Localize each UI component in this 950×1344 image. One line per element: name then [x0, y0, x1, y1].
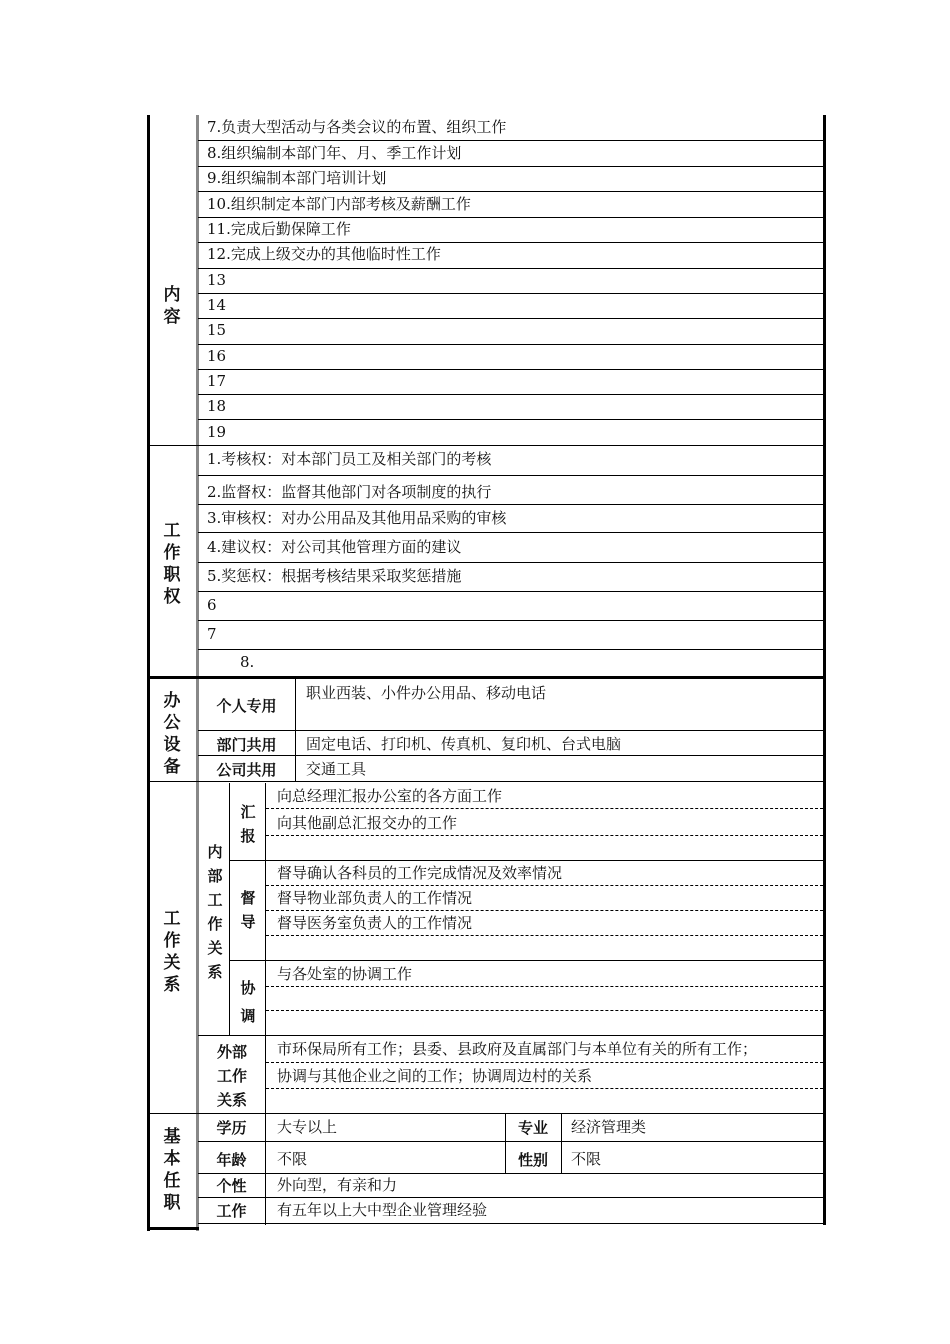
authority-item: 1.考核权：对本部门员工及相关部门的考核: [207, 450, 492, 468]
row-line: [198, 318, 823, 319]
age-value: 不限: [277, 1150, 308, 1168]
row-line: [198, 344, 823, 345]
work-label: 工作: [216, 1202, 247, 1220]
row-line: [198, 1173, 823, 1174]
dash-line: [266, 935, 823, 936]
content-section-label: 内容: [163, 285, 181, 327]
equipment-department-label: 部门共用: [216, 736, 277, 754]
table-right-border: [823, 115, 826, 1225]
dash-line: [266, 885, 823, 886]
row-line: [198, 591, 823, 592]
equipment-personal-label: 个人专用: [216, 697, 277, 715]
equipment-company-value: 交通工具: [306, 760, 367, 778]
report-label: 汇报: [240, 803, 256, 845]
row-line: [198, 730, 823, 731]
section-divider: [149, 1113, 823, 1114]
dash-line: [266, 1088, 823, 1089]
content-item: 13: [207, 271, 227, 289]
row-line: [198, 394, 823, 395]
content-item: 19: [207, 423, 227, 441]
external-relations-label: 外部工作关系: [216, 1043, 247, 1109]
requirements-section-label: 基本任职: [163, 1127, 181, 1213]
gender-value: 不限: [571, 1150, 602, 1168]
personality-label: 个性: [216, 1177, 247, 1195]
column-divider-label: [196, 115, 199, 1231]
content-item: 7.负责大型活动与各类会议的布置、组织工作: [207, 118, 507, 136]
table-bottom-edge: [147, 1227, 199, 1230]
row-line: [198, 532, 823, 533]
content-item: 15: [207, 321, 227, 339]
content-item: 9.组织编制本部门培训计划: [207, 169, 387, 187]
row-line: [198, 649, 823, 650]
row-line: [198, 217, 823, 218]
section-divider: [149, 781, 823, 782]
equipment-section-label: 办公设备: [163, 691, 181, 777]
equipment-personal-value: 职业西装、小件办公用品、移动电话: [306, 684, 547, 702]
section-divider: [149, 676, 825, 679]
supervise-item: 督导医务室负责人的工作情况: [277, 914, 473, 932]
row-line: [198, 419, 823, 420]
row-line: [198, 620, 823, 621]
content-item: 18: [207, 397, 227, 415]
personality-value: 外向型，有亲和力: [277, 1176, 398, 1194]
supervise-label: 督导: [240, 889, 256, 931]
row-line: [198, 140, 823, 141]
row-line: [198, 755, 823, 756]
column-divider: [265, 783, 266, 1113]
major-label: 专业: [517, 1119, 548, 1137]
relations-section-label: 工作关系: [163, 909, 181, 995]
dash-line: [266, 910, 823, 911]
equipment-department-value: 固定电话、打印机、传真机、复印机、台式电脑: [306, 735, 622, 753]
column-divider: [229, 783, 230, 1035]
row-line: [198, 166, 823, 167]
row-line: [198, 268, 823, 269]
internal-relations-label: 内部工作关系: [207, 843, 223, 981]
row-line: [198, 504, 823, 505]
table-left-border: [147, 115, 150, 1231]
report-item: 向总经理汇报办公室的各方面工作: [277, 787, 503, 805]
column-divider: [561, 1113, 562, 1173]
coordinate-item: 与各处室的协调工作: [277, 965, 413, 983]
supervise-item: 督导确认各科员的工作完成情况及效率情况: [277, 864, 563, 882]
row-line: [198, 1141, 823, 1142]
age-label: 年龄: [216, 1151, 247, 1169]
section-divider: [149, 445, 823, 446]
row-line: [198, 293, 823, 294]
external-item: 市环保局所有工作；县委、县政府及直属部门与本单位有关的所有工作；: [277, 1040, 758, 1058]
supervise-item: 督导物业部负责人的工作情况: [277, 889, 473, 907]
dash-line: [266, 808, 823, 809]
authority-item: 2.监督权：监督其他部门对各项制度的执行: [207, 483, 492, 501]
authority-item: 4.建议权：对公司其他管理方面的建议: [207, 538, 462, 556]
content-item: 14: [207, 296, 227, 314]
education-label: 学历: [216, 1119, 247, 1137]
authority-item: 6: [207, 596, 217, 614]
coordinate-label: 协调: [240, 979, 256, 1025]
authority-item: 5.奖惩权：根据考核结果采取奖惩措施: [207, 567, 462, 585]
authority-section-label: 工作职权: [163, 521, 181, 607]
work-value: 有五年以上大中型企业管理经验: [277, 1201, 488, 1219]
content-item: 11.完成后勤保障工作: [207, 220, 351, 238]
content-item: 12.完成上级交办的其他临时性工作: [207, 245, 441, 263]
authority-item: 7: [207, 625, 217, 643]
report-item: 向其他副总汇报交办的工作: [277, 814, 458, 832]
equipment-company-label: 公司共用: [216, 761, 277, 779]
dash-line: [266, 1062, 823, 1063]
row-line: [198, 475, 823, 476]
authority-item: 3.审核权：对办公用品及其他用品采购的审核: [207, 509, 507, 527]
content-item: 8.组织编制本部门年、月、季工作计划: [207, 144, 462, 162]
row-line: [198, 242, 823, 243]
row-line: [198, 1197, 823, 1198]
dash-line: [266, 835, 823, 836]
row-line: [198, 562, 823, 563]
content-item: 16: [207, 347, 227, 365]
row-line: [198, 369, 823, 370]
dash-line: [266, 986, 823, 987]
content-item: 17: [207, 372, 227, 390]
content-item: 10.组织制定本部门内部考核及薪酬工作: [207, 195, 471, 213]
row-line: [198, 1223, 823, 1224]
external-item: 协调与其他企业之间的工作；协调周边村的关系: [277, 1067, 593, 1085]
row-line: [198, 1035, 823, 1036]
gender-label: 性别: [517, 1151, 548, 1169]
row-line: [229, 860, 823, 861]
row-line: [229, 960, 823, 961]
dash-line: [266, 1010, 823, 1011]
row-line: [198, 191, 823, 192]
column-divider: [265, 1113, 266, 1225]
authority-item: 8.: [240, 653, 255, 671]
major-value: 经济管理类: [571, 1118, 647, 1136]
education-value: 大专以上: [277, 1118, 338, 1136]
